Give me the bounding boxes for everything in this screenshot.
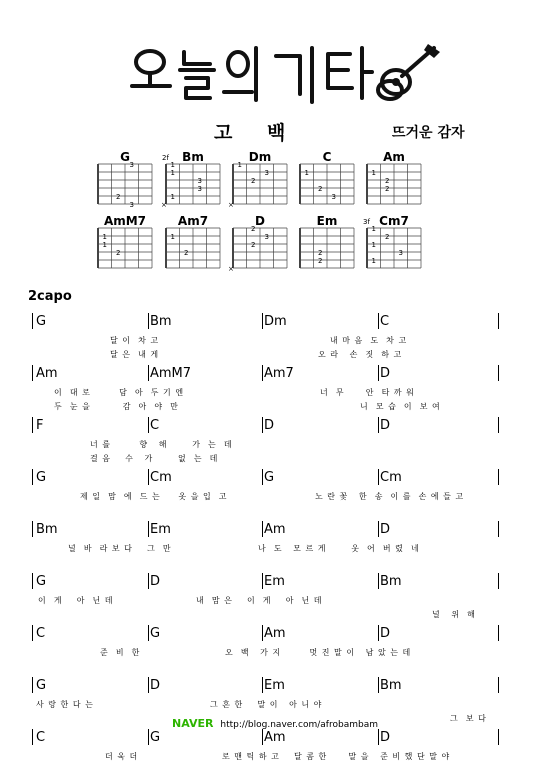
fretboard	[227, 214, 293, 274]
finger-number: 2	[251, 225, 256, 233]
chord-symbol: Am	[36, 366, 58, 381]
bar-line	[32, 521, 33, 537]
bar-line	[498, 677, 499, 693]
lyric-line: 사 랑 한 다 는	[36, 700, 94, 709]
finger-number: 1	[102, 233, 107, 241]
finger-number: 1	[170, 169, 175, 177]
finger-number: 2	[385, 233, 390, 241]
bar-line	[498, 573, 499, 589]
finger-number: 1	[237, 161, 242, 169]
bar-line	[498, 365, 499, 381]
chord-symbol: Am	[264, 522, 286, 537]
bar-line	[32, 677, 33, 693]
bar-line	[148, 625, 149, 641]
chord-symbol: D	[150, 678, 161, 693]
finger-number: 2	[251, 241, 256, 249]
finger-number: 3	[264, 169, 269, 177]
logo	[128, 38, 448, 110]
finger-number: 2	[116, 193, 121, 201]
fret-number: 3f	[363, 218, 370, 226]
chord-symbol: Em	[150, 522, 171, 537]
chord-name: Am	[383, 150, 405, 164]
chord-diagram-c	[294, 150, 360, 210]
lyric-line: 걸 음 수 가 없 는 데	[90, 454, 219, 463]
bar-line	[262, 573, 263, 589]
chord-diagram-bm	[160, 150, 226, 210]
lyric-line: 더 욱 더	[105, 752, 139, 761]
bar-line	[498, 469, 499, 485]
fretboard	[361, 150, 427, 210]
lyric-line: 로 맨 틱 하 고 달 콤 한 말 을 준 비 했 단 말 야	[222, 752, 451, 761]
bar-line	[148, 677, 149, 693]
fretboard	[227, 150, 293, 210]
chord-symbol: D	[380, 626, 391, 641]
bar-line	[378, 573, 379, 589]
chord-name: D	[255, 214, 265, 228]
chord-symbol: D	[264, 418, 275, 433]
chord-symbol: D	[150, 574, 161, 589]
chord-symbol: D	[380, 522, 391, 537]
chord-symbol: G	[36, 678, 47, 693]
chord-symbol: G	[36, 470, 47, 485]
chord-diagram-cm7	[361, 214, 427, 274]
finger-number: 1	[170, 161, 175, 169]
lyric-line: 너 무 안 타 까 워	[320, 388, 415, 397]
chord-diagram-am7	[160, 214, 226, 274]
chord-symbol: Bm	[150, 314, 172, 329]
chord-symbol: Bm	[36, 522, 58, 537]
lyric-line: 내 맘 은 이 게 아 닌 데	[196, 596, 323, 605]
chord-name: Bm	[182, 150, 204, 164]
chord-symbol: C	[36, 730, 46, 745]
chord-symbol: Cm	[150, 470, 172, 485]
lyric-line: 니 모 습 이 보 여	[360, 402, 441, 411]
finger-number: 1	[371, 169, 376, 177]
chord-symbol: Am	[264, 730, 286, 745]
naver-logo: NAVER	[172, 717, 214, 730]
lyric-line: 내 마 음 도 차 고	[330, 336, 408, 345]
fretboard	[160, 150, 226, 210]
chord-symbol: D	[380, 418, 391, 433]
chord-symbol: C	[150, 418, 160, 433]
finger-number: 2	[318, 185, 323, 193]
finger-number: 2	[318, 257, 323, 265]
finger-number: 2	[385, 177, 390, 185]
muted-string-mark: ×	[228, 265, 234, 273]
chord-name: Em	[316, 214, 338, 228]
chord-symbol: Am	[264, 626, 286, 641]
bar-line	[148, 365, 149, 381]
chord-symbol: D	[380, 730, 391, 745]
lyric-line: 이 게 아 닌 데	[38, 596, 114, 605]
bar-line	[262, 625, 263, 641]
bar-line	[148, 313, 149, 329]
capo-label: 2capo	[28, 289, 72, 304]
bar-line	[378, 417, 379, 433]
lyric-line: 그 보 다	[450, 714, 487, 723]
chord-symbol: Em	[264, 678, 285, 693]
finger-number: 3	[129, 201, 134, 209]
finger-number: 1	[170, 193, 175, 201]
finger-number: 3	[398, 249, 403, 257]
finger-number: 1	[102, 241, 107, 249]
chord-symbol: Em	[264, 574, 285, 589]
finger-number: 1	[371, 225, 376, 233]
finger-number: 2	[251, 177, 256, 185]
lyric-line: 오 백 가 지 멋 진 말 이 남 았 는 데	[225, 648, 412, 657]
lyric-line: 두 눈 을 감 아 야 만	[54, 402, 179, 411]
fretboard	[160, 214, 226, 274]
bar-line	[148, 469, 149, 485]
lyric-line: 달 은 내 게	[110, 350, 160, 359]
blog-url[interactable]: http://blog.naver.com/afrobambam	[220, 720, 378, 730]
finger-number: 2	[385, 185, 390, 193]
chord-symbol: Bm	[380, 574, 402, 589]
bar-line	[32, 417, 33, 433]
bar-line	[262, 521, 263, 537]
fretboard	[294, 150, 360, 210]
chord-symbol: Am7	[264, 366, 294, 381]
fretboard	[361, 214, 427, 274]
chord-name: Dm	[248, 150, 272, 164]
chord-symbol: C	[36, 626, 46, 641]
bar-line	[148, 573, 149, 589]
finger-number: 3	[129, 161, 134, 169]
artist-name: 뜨거운 감자	[392, 125, 465, 141]
chord-diagram-em	[294, 214, 360, 274]
lyric-line: 제 일 맘 에 드 는 옷 을 입 고	[80, 492, 228, 501]
bar-line	[32, 729, 33, 745]
lyric-line: 나 도 모 르 게 웃 어 버 렸 네	[258, 544, 420, 553]
finger-number: 2	[184, 249, 189, 257]
finger-number: 3	[264, 233, 269, 241]
finger-number: 1	[371, 241, 376, 249]
bar-line	[498, 729, 499, 745]
muted-string-mark: ×	[228, 201, 234, 209]
bar-line	[498, 417, 499, 433]
chord-diagram-d	[227, 214, 293, 274]
finger-number: 2	[116, 249, 121, 257]
bar-line	[262, 677, 263, 693]
chord-diagram-am	[361, 150, 427, 210]
bar-line	[32, 469, 33, 485]
bar-line	[378, 521, 379, 537]
song-title: 고 백	[214, 122, 300, 144]
chord-symbol: Dm	[264, 314, 287, 329]
finger-number: 3	[331, 193, 336, 201]
chord-symbol: G	[36, 314, 47, 329]
chord-name: Am7	[177, 214, 209, 228]
lyric-line: 오 라 손 짓 하 고	[318, 350, 403, 359]
chord-symbol: Cm	[380, 470, 402, 485]
bar-line	[148, 521, 149, 537]
muted-string-mark: ×	[161, 201, 167, 209]
finger-number: 1	[304, 169, 309, 177]
bar-line	[378, 469, 379, 485]
bar-line	[32, 573, 33, 589]
chord-symbol: G	[264, 470, 275, 485]
bar-line	[32, 365, 33, 381]
chord-symbol: F	[36, 418, 44, 433]
fretboard	[92, 150, 158, 210]
bar-line	[262, 729, 263, 745]
bar-line	[32, 625, 33, 641]
chord-diagram-g	[92, 150, 158, 210]
chord-symbol: G	[150, 626, 161, 641]
bar-line	[378, 313, 379, 329]
bar-line	[378, 729, 379, 745]
chord-name: C	[322, 150, 332, 164]
lyric-line: 노 란 꽃 한 송 이 를 손 에 들 고	[315, 492, 465, 501]
lyric-line: 널 위 해	[432, 610, 476, 619]
fret-number: 2f	[162, 154, 169, 162]
lyric-line: 너 를 향 해 가 는 데	[90, 440, 233, 449]
bar-line	[378, 677, 379, 693]
lyric-line: 달 이 차 고	[110, 336, 160, 345]
bar-line	[148, 729, 149, 745]
lyric-line: 널 바 라 보 다 그 만	[68, 544, 172, 553]
chord-symbol: G	[36, 574, 47, 589]
chord-name: G	[120, 150, 130, 164]
lyric-line: 그 흔 한 말 이 아 니 야	[210, 700, 323, 709]
fretboard	[294, 214, 360, 274]
lyric-line: 준 비 한	[100, 648, 141, 657]
chord-name: Cm7	[379, 214, 409, 228]
bar-line	[262, 469, 263, 485]
finger-number: 2	[318, 249, 323, 257]
chord-name: AmM7	[103, 214, 147, 228]
bar-line	[32, 313, 33, 329]
footer	[0, 717, 550, 730]
bar-line	[498, 625, 499, 641]
finger-number: 1	[371, 257, 376, 265]
chord-symbol: D	[380, 366, 391, 381]
finger-number: 1	[170, 233, 175, 241]
bar-line	[378, 365, 379, 381]
bar-line	[262, 417, 263, 433]
bar-line	[148, 417, 149, 433]
chord-symbol: G	[150, 730, 161, 745]
chord-diagram-amm7	[92, 214, 158, 274]
fretboard	[92, 214, 158, 274]
bar-line	[262, 365, 263, 381]
finger-number: 3	[197, 177, 202, 185]
chord-symbol: AmM7	[150, 366, 192, 381]
finger-number: 3	[197, 185, 202, 193]
bar-line	[378, 625, 379, 641]
chord-symbol: C	[380, 314, 390, 329]
bar-line	[498, 313, 499, 329]
chord-diagram-dm	[227, 150, 293, 210]
bar-line	[262, 313, 263, 329]
lyric-line: 이 대 로 담 아 두 기 엔	[54, 388, 185, 397]
bar-line	[498, 521, 499, 537]
chord-symbol: Bm	[380, 678, 402, 693]
